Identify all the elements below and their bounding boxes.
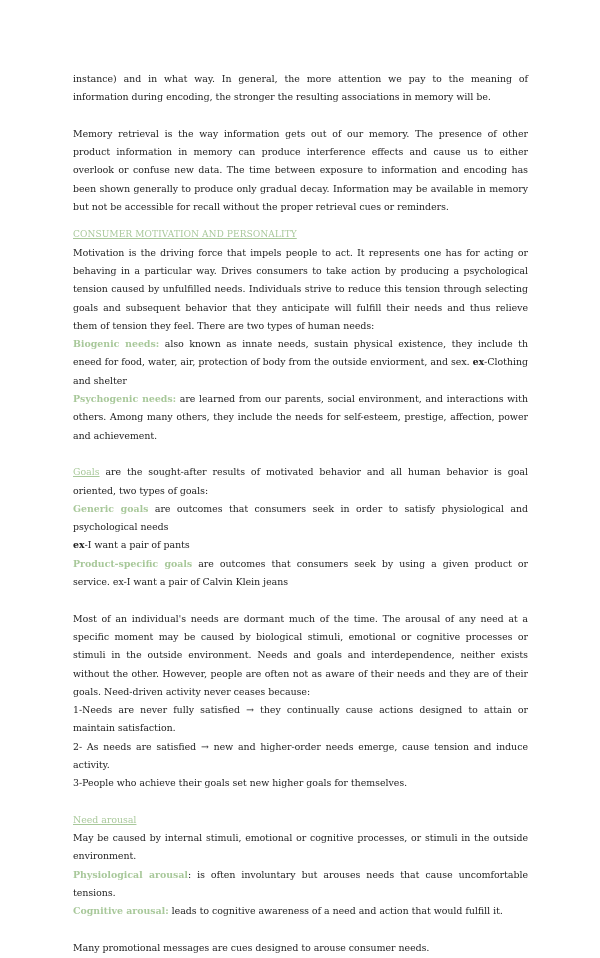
list-item-needs-1: 1-Needs are never fully satisfied → they continually cause actions designed to attain or maintain satisfaction.	[73, 705, 528, 735]
paragraph-generic-example	[73, 537, 528, 555]
paragraph-motivation-intro: Motivation is the driving force that impels people to act. It represents one has for acting or behaving in a particular way. Drives consumers to take action by producing a psychological tension caused by unfulfilled needs. Individuals strive to reduce this tension through selecting goals and subsequent behavior that they anticipate will fulfill their needs and thus relieve them of tension they feel. There are two types of human needs:	[73, 247, 528, 332]
paragraph-promotional-messages: Many promotional messages are cues designed to arouse consumer needs.	[73, 942, 430, 954]
physiological-text: : is often involuntary but arouses needs that cause uncomfortable tensions.	[73, 869, 528, 900]
paragraph-product-specific-goals	[73, 556, 528, 593]
term-product-specific-goals: Product-specific goals	[73, 558, 193, 570]
paragraph-cognitive-arousal	[73, 903, 528, 921]
example-label: ex	[472, 357, 485, 369]
goals-text: are the sought-after results of motivated behavior and all human behavior is goal oriented, two types of goals:	[73, 467, 528, 497]
term-biogenic-needs: Biogenic needs:	[73, 339, 160, 351]
list-item-needs-2: 2- As needs are satisfied → new and higher-order needs emerge, cause tension and induce activity.	[73, 741, 528, 771]
generic-example: -I want a pair of pants	[84, 540, 190, 552]
cognitive-text: leads to cognitive awareness of a need and action that would fulfill it.	[168, 906, 503, 918]
paragraph-memory-retrieval: Memory retrieval is the way information gets out of our memory. The presence of other product information in memory can produce interference effects and cause us to either overlook or confuse new data. The time between exposure to information and encoding has been shown generally to produce only gradual decay. Information may be available in memory but not be accessible for recall without the proper retrieval cues or reminders.	[73, 128, 528, 214]
term-psychogenic-needs: Psychogenic needs:	[73, 394, 177, 406]
term-cognitive-arousal: Cognitive arousal:	[73, 906, 169, 918]
term-goals: Goals	[73, 467, 100, 479]
paragraph-biogenic-needs	[73, 336, 528, 391]
paragraph-goals	[73, 464, 528, 501]
generic-goals-text: are outcomes that consumers seek in order to satisfy physiological and psychological needs	[73, 503, 528, 534]
psychogenic-text: are learned from our parents, social environment, and interactions with others. Among many others, they include the needs for self-esteem, prestige, affection, power and achievement.	[73, 394, 528, 442]
biogenic-example: -Clothing and shelter	[73, 357, 528, 387]
term-generic-goals: Generic goals	[73, 503, 149, 515]
paragraph-arousal-intro: May be caused by internal stimuli, emotional or cognitive processes, or stimuli in the outside environment.	[73, 833, 528, 863]
section-heading-motivation: CONSUMER MOTIVATION AND PERSONALITY	[73, 230, 297, 241]
paragraph-generic-goals	[73, 501, 528, 538]
list-item-needs-3: 3-People who achieve their goals set new higher goals for themselves.	[73, 778, 408, 790]
biogenic-text: also known as innate needs, sustain physical existence, they include th eneed for food, water, air, protection of body from the outside enviorment, and sex.	[73, 339, 528, 369]
paragraph-physiological-arousal	[73, 867, 528, 904]
paragraph-psychogenic-needs	[73, 391, 528, 446]
document-page	[73, 71, 528, 958]
paragraph-needs-dormant: Most of an individual's needs are dormant much of the time. The arousal of any need at a specific moment may be caused by biological stimuli, emotional or cognitive processes or stimuli in the outside environment. Needs and goals and interdependence, neither exists without the other. However, people are often not as aware of their needs and they are of their goals. Need-driven activity never ceases because:	[73, 613, 528, 698]
paragraph-encoding: instance) and in what way. In general, the more attention we pay to the meaning of information during encoding, the stronger the resulting associations in memory will be.	[73, 74, 528, 104]
term-physiological-arousal: Physiological arousal	[73, 869, 188, 881]
example-label: ex	[73, 540, 85, 552]
section-heading-need-arousal: Need arousal	[73, 814, 137, 826]
product-goals-text: are outcomes that consumers seek by using a given product or service. ex-I want a pair of Calvin Klein jeans	[73, 558, 528, 589]
